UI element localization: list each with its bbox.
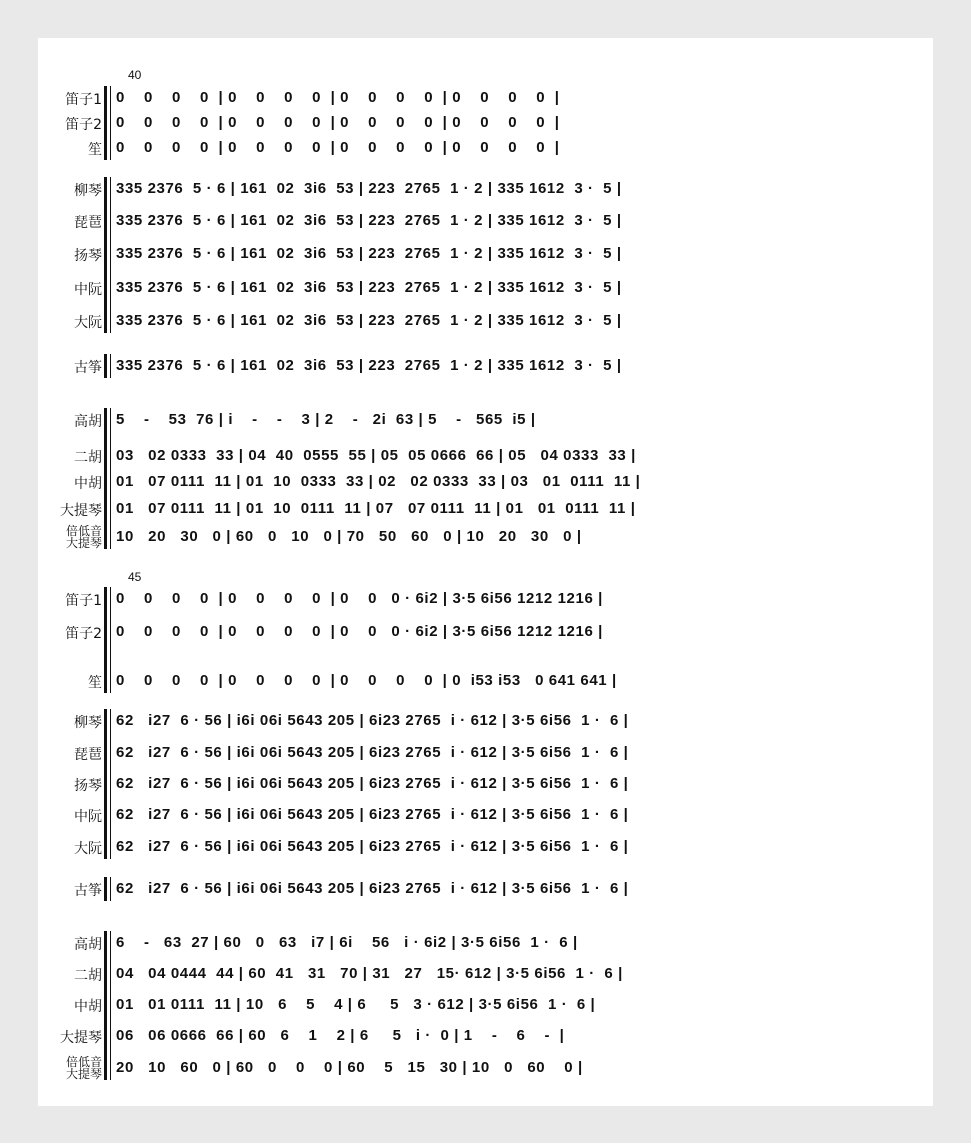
notation-line: 62 i27 6 · 56 | i6i 06i 5643 205 | 6i23 2765 i · 612 | 3·5 6i56 1 · 6 | [116,744,629,761]
notation-line: 335 2376 5 · 6 | 161 02 3i6 53 | 223 2765 1 · 2 | 335 1612 3 · 5 | [116,180,622,197]
instrument-label: 古筝 [74,883,102,899]
instrument-label: 笛子2 [65,117,102,133]
notation-line: 62 i27 6 · 56 | i6i 06i 5643 205 | 6i23 2765 i · 612 | 3·5 6i56 1 · 6 | [116,806,629,823]
group-bracket-line [110,587,111,693]
notation-line: 335 2376 5 · 6 | 161 02 3i6 53 | 223 2765 1 · 2 | 335 1612 3 · 5 | [116,312,622,329]
instrument-label: 古筝 [74,360,102,376]
instrument-label: 大阮 [74,841,102,857]
instrument-label: 中胡 [74,999,102,1015]
notation-line: 62 i27 6 · 56 | i6i 06i 5643 205 | 6i23 2765 i · 612 | 3·5 6i56 1 · 6 | [116,880,629,897]
instrument-label: 笙 [88,675,102,691]
measure-number: 40 [128,68,142,82]
notation-line: 0 0 0 0 | 0 0 0 0 | 0 0 0 · 6i2 | 3·5 6i56 1212 1216 | [116,623,603,640]
group-bracket-line [110,877,111,901]
group-bracket-line [110,931,111,1080]
notation-line: 0 0 0 0 | 0 0 0 0 | 0 0 0 0 | 0 0 0 0 | [116,89,560,106]
instrument-label: 高胡 [74,937,102,953]
notation-line: 0 0 0 0 | 0 0 0 0 | 0 0 0 0 | 0 0 0 0 | [116,139,560,156]
group-bracket-line [110,177,111,333]
notation-line: 335 2376 5 · 6 | 161 02 3i6 53 | 223 2765 1 · 2 | 335 1612 3 · 5 | [116,245,622,262]
instrument-label: 大阮 [74,315,102,331]
instrument-label: 笙 [88,142,102,158]
notation-line: 01 07 0111 11 | 01 10 0111 11 | 07 07 0111 11 | 01 01 0111 11 | [116,500,636,517]
instrument-label: 琵琶 [74,747,102,763]
notation-line: 335 2376 5 · 6 | 161 02 3i6 53 | 223 2765 1 · 2 | 335 1612 3 · 5 | [116,357,622,374]
notation-line: 20 10 60 0 | 60 0 0 0 | 60 5 15 30 | 10 0 60 0 | [116,1059,583,1076]
notation-line: 335 2376 5 · 6 | 161 02 3i6 53 | 223 2765 1 · 2 | 335 1612 3 · 5 | [116,212,622,229]
instrument-label: 柳琴 [74,715,102,731]
notation-line: 0 0 0 0 | 0 0 0 0 | 0 0 0 0 | 0 0 0 0 | [116,114,560,131]
instrument-label: 中胡 [74,476,102,492]
notation-line: 03 02 0333 33 | 04 40 0555 55 | 05 05 0666 66 | 05 04 0333 33 | [116,447,636,464]
notation-line: 10 20 30 0 | 60 0 10 0 | 70 50 60 0 | 10 20 30 0 | [116,528,582,545]
notation-line: 62 i27 6 · 56 | i6i 06i 5643 205 | 6i23 2765 i · 612 | 3·5 6i56 1 · 6 | [116,712,629,729]
notation-line: 0 0 0 0 | 0 0 0 0 | 0 0 0 0 | 0 i53 i53 0 641 641 | [116,672,617,689]
measure-number: 45 [128,570,142,584]
instrument-label: 高胡 [74,414,102,430]
notation-line: 0 0 0 0 | 0 0 0 0 | 0 0 0 · 6i2 | 3·5 6i56 1212 1216 | [116,590,603,607]
instrument-label: 中阮 [74,282,102,298]
instrument-label: 扬琴 [74,248,102,264]
group-bracket-line [110,354,111,378]
notation-line: 335 2376 5 · 6 | 161 02 3i6 53 | 223 2765 1 · 2 | 335 1612 3 · 5 | [116,279,622,296]
instrument-label: 大提琴 [60,503,102,519]
instrument-label: 笛子2 [65,626,102,642]
instrument-label: 倍低音 大提琴 [65,524,102,550]
instrument-label: 琵琶 [74,215,102,231]
instrument-label: 二胡 [74,450,102,466]
instrument-label: 笛子1 [65,92,102,108]
notation-line: 62 i27 6 · 56 | i6i 06i 5643 205 | 6i23 2765 i · 612 | 3·5 6i56 1 · 6 | [116,838,629,855]
instrument-label: 中阮 [74,809,102,825]
notation-line: 06 06 0666 66 | 60 6 1 2 | 6 5 i · 0 | 1 - 6 - | [116,1027,565,1044]
instrument-label: 二胡 [74,968,102,984]
notation-line: 5 - 53 76 | i - - 3 | 2 - 2i 63 | 5 - 565 i5 | [116,411,536,428]
group-bracket-line [110,408,111,549]
group-bracket-line [110,709,111,859]
notation-line: 01 07 0111 11 | 01 10 0333 33 | 02 02 0333 33 | 03 01 0111 11 | [116,473,641,490]
notation-line: 01 01 0111 11 | 10 6 5 4 | 6 5 3 · 612 | 3·5 6i56 1 · 6 | [116,996,596,1013]
notation-line: 62 i27 6 · 56 | i6i 06i 5643 205 | 6i23 2765 i · 612 | 3·5 6i56 1 · 6 | [116,775,629,792]
instrument-label: 柳琴 [74,183,102,199]
instrument-label: 倍低音 大提琴 [65,1055,102,1081]
instrument-label: 扬琴 [74,778,102,794]
instrument-label: 大提琴 [60,1030,102,1046]
notation-line: 6 - 63 27 | 60 0 63 i7 | 6i 56 i · 6i2 | 3·5 6i56 1 · 6 | [116,934,578,951]
notation-line: 04 04 0444 44 | 60 41 31 70 | 31 27 15· 612 | 3·5 6i56 1 · 6 | [116,965,623,982]
group-bracket-line [110,86,111,160]
instrument-label: 笛子1 [65,593,102,609]
